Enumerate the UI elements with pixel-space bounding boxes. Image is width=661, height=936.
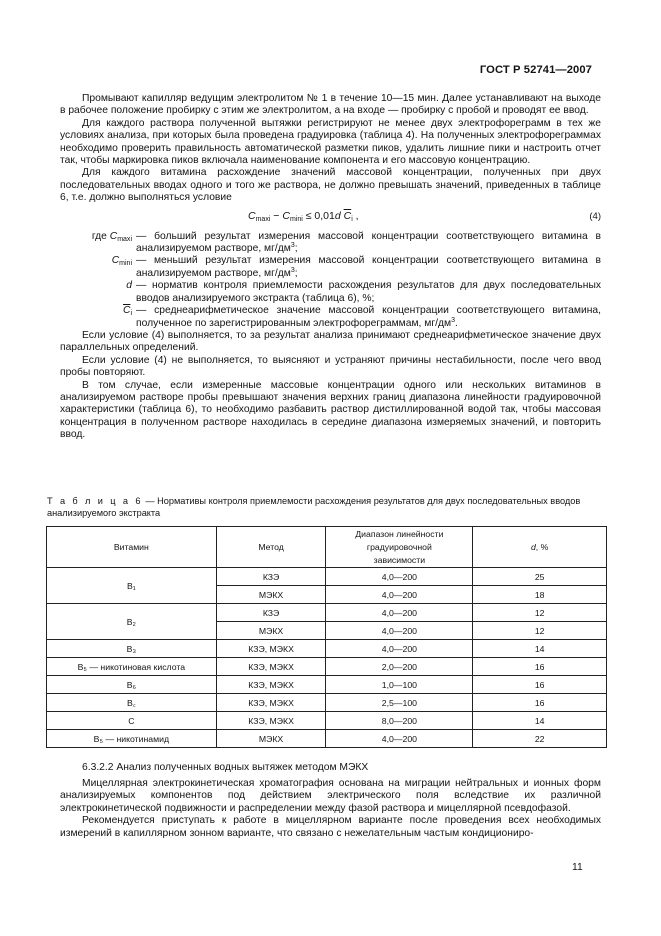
header-d: d, %	[473, 527, 607, 568]
cell-method: КЗЭ, МЭКХ	[216, 676, 326, 694]
cell-method: КЗЭ, МЭКХ	[216, 640, 326, 658]
cell-range: 4,0—200	[326, 640, 473, 658]
cell-vitamin: B₅ — никотиновая кислота	[47, 658, 217, 676]
table-row	[47, 730, 607, 748]
cell-d: 18	[473, 586, 607, 604]
cell-range: 4,0—200	[326, 622, 473, 640]
cell-method: МЭКХ	[216, 586, 326, 604]
paragraph-6: В том случае, если измеренные массовые концентрации одного или нескольких витаминов в анализируемом растворе пробы превышают значения верхних границ диапазона линейности градуировочной характеристики (таблица 6), то необходимо разбавить раствор дистиллированной водой так, чтобы массовая концентрация в полученном растворе находилась в середине диапазона измеряемых значений, и повторить ввод.	[60, 379, 601, 441]
cell-method: КЗЭ	[216, 604, 326, 622]
cell-range: 1,0—100	[326, 676, 473, 694]
body-text-bottom	[60, 778, 601, 840]
cell-d: 25	[473, 568, 607, 586]
header-range: Диапазон линейности градуировочной зависимости	[326, 527, 473, 568]
cell-d: 14	[473, 712, 607, 730]
table-6-caption: Т а б л и ц а 6 — Нормативы контроля приемлемости расхождения результатов для двух последовательных вводов анализируемого экстракта	[47, 496, 581, 518]
body-text-top	[60, 93, 601, 442]
table-6	[46, 526, 607, 748]
cell-vitamin: B₃	[47, 640, 217, 658]
definitions-list	[60, 231, 601, 330]
header-method: Метод	[216, 527, 326, 568]
table-row	[47, 658, 607, 676]
cell-method: МЭКХ	[216, 622, 326, 640]
cell-d: 22	[473, 730, 607, 748]
cell-d: 16	[473, 658, 607, 676]
paragraph-5: Если условие (4) не выполняется, то выясняют и устраняют причины нестабильности, после чего ввод пробы повторяют.	[60, 354, 601, 379]
cell-vitamin: B₆	[47, 676, 217, 694]
cell-method: КЗЭ	[216, 568, 326, 586]
definition-cmin: $C_{mini}$ — меньший результат измерения массовой концентрации соответствующего витамина в анализируемом растворе, $мг/дм^3$;	[111, 255, 601, 279]
cell-range: 4,0—200	[326, 586, 473, 604]
cell-vitamin: C	[47, 712, 217, 730]
definition-ci-mean: $\overline{C}_i$ — среднеарифметическое значение массовой концентрации соответствующего витамина, полученное по зарегистрированным электрофореграммам, $мг/дм^3$.	[123, 305, 601, 329]
cell-range: 4,0—200	[326, 568, 473, 586]
cell-d: 12	[473, 604, 607, 622]
cell-vitamin: B₂	[47, 604, 217, 640]
paragraph-7: Мицеллярная электрокинетическая хроматография основана на миграции нейтральных и ионных форм анализируемых компонентов под действием электрического поля вследствие их различной электрокинетической подвижности и распределении между фазой раствора и мицеллярной псевдофазой.	[60, 778, 601, 814]
table-row	[47, 712, 607, 730]
paragraph-1: Промывают капилляр ведущим электролитом № 1 в течение 10—15 мин. Далее устанавливают на выходе в рабочее положение пробирку с этим же электролитом, а на входе — пробирку с пробой и проводят ее ввод.	[60, 93, 601, 117]
cell-range: 4,0—200	[326, 604, 473, 622]
cell-d: 16	[473, 694, 607, 712]
formula-4	[60, 207, 601, 227]
table-row	[47, 694, 607, 712]
table-row	[47, 640, 607, 658]
paragraph-8: Рекомендуется приступать к работе в мицеллярном варианте после проведения всех необходимых измерений в капиллярном зонном варианте, что связано с нежелательным частым кондициониро-	[60, 815, 601, 839]
formula-number: (4)	[589, 210, 601, 222]
cell-method: КЗЭ, МЭКХ	[216, 658, 326, 676]
cell-range: 2,0—200	[326, 658, 473, 676]
section-heading: 6.3.2.2 Анализ полученных водных вытяжек методом МЭКХ	[82, 762, 369, 773]
cell-d: 16	[473, 676, 607, 694]
cell-method: КЗЭ, МЭКХ	[216, 712, 326, 730]
paragraph-4: Если условие (4) выполняется, то за результат анализа принимают среднеарифметическое значение двух параллельных определений.	[60, 329, 601, 354]
formula-expression: $C_{maxi} - C_{mini} \le 0,01d$ $\overline{C}_i$ ,	[248, 209, 359, 223]
cell-method: КЗЭ, МЭКХ	[216, 694, 326, 712]
cell-vitamin: B₁	[47, 568, 217, 604]
paragraph-3: Для каждого витамина расхождение значений массовой концентрации, полученных при двух последовательных вводах одного и того же раствора, не должно превышать значений, приведенных в таблице 6, т.е. должно выполняться условие	[60, 167, 601, 204]
definition-cmax: где $C_{maxi}$ — больший результат измерения массовой концентрации соответствующего витамина в анализируемом растворе, $мг/дм^3$;	[91, 230, 601, 255]
table-header-row	[47, 527, 607, 568]
table-row	[47, 676, 607, 694]
cell-vitamin: B₅ — никотинамид	[47, 730, 217, 748]
cell-range: 4,0—200	[326, 730, 473, 748]
standard-header: ГОСТ Р 52741—2007	[479, 64, 592, 76]
cell-d: 12	[473, 622, 607, 640]
table-row	[47, 568, 607, 586]
cell-range: 2,5—100	[326, 694, 473, 712]
paragraph-2: Для каждого раствора полученной вытяжки регистрируют не менее двух электрофореграмм в тех же условиях анализа, при которых была проведена градуировка (таблица 4). На полученных электрофореграммах необходимо проверить правильность автоматической разметки пиков, удалить лишние пики и настроить отчет так, чтобы маркировка пиков включала наименование компонента и его массовую концентрацию.	[60, 117, 601, 167]
page-number: 11	[572, 862, 583, 873]
cell-range: 8,0—200	[326, 712, 473, 730]
header-vitamin: Витамин	[47, 527, 217, 568]
table-row	[47, 604, 607, 622]
cell-d: 14	[473, 640, 607, 658]
cell-vitamin: B꜀	[47, 694, 217, 712]
cell-method: МЭКХ	[216, 730, 326, 748]
definition-d: d — норматив контроля приемлемости расхождения результатов для двух последовательных вводов анализируемого экстракта (таблица 6), %;	[126, 280, 601, 304]
